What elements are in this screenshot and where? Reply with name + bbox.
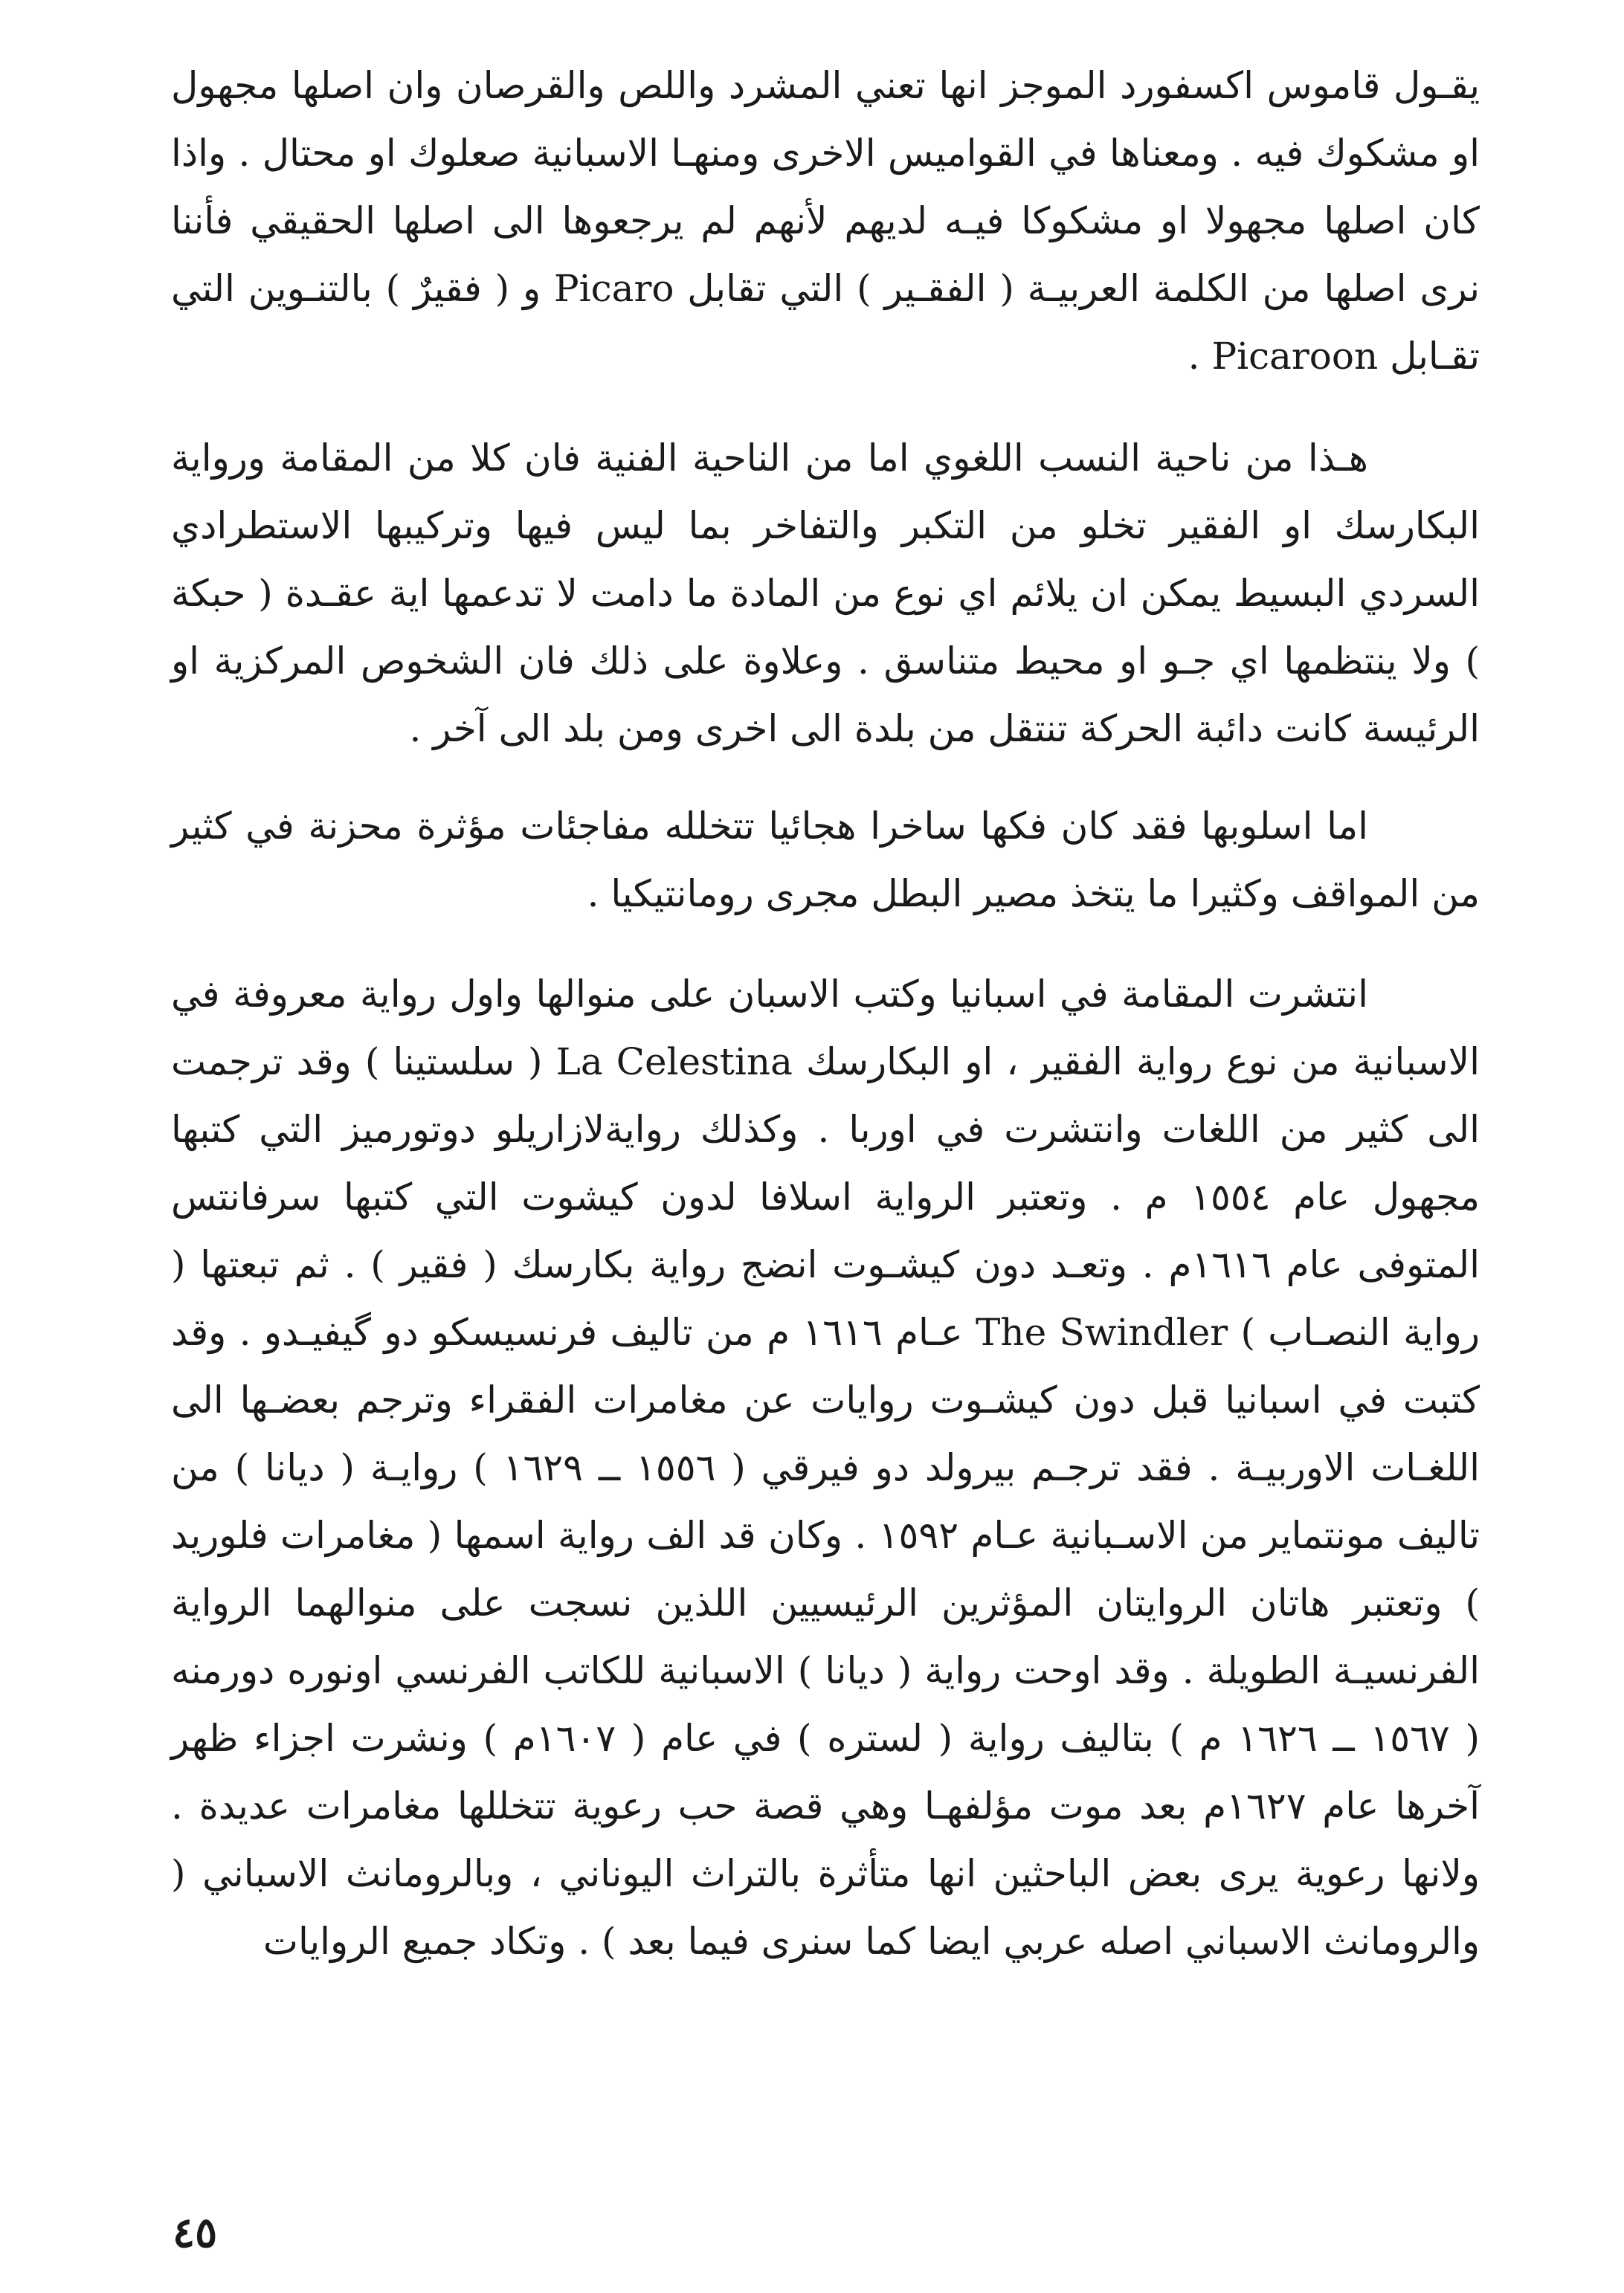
paragraph-4: انتشرت المقامة في اسبانيا وكتب الاسبان على منوالها واول رواية معروفة في الاسبانية من نوع رواية الفقير ، او البكارسك La Celestina ( سلستينا ) وقد ترجمت الى كثير من اللغات وانتشرت في اوربا . وكذلك روايةلازاريلو دوتورميز التي كتبها مجهول عام ١٥٥٤ م . وتعتبر الرواية اسلافا لدون كيشوت التي كتبها سرفانتس المتوفى عام ١٦١٦م . وتعـد دون كيشـوت انضج رواية بكارسك ( فقير ) . ثم تبعتها ( رواية النصـاب ) The Swindler عـام ١٦١٦ م من تاليف فرنسيسكو دو گيفيـدو . وقد كتبت في اسبانيا قبل دون كيشـوت روايات عن مغامرات الفقراء وترجم بعضـها الى اللغـات الاوربيـة . فقد ترجـم بيرولد دو فيرقي ( ١٥٥٦ ــ ١٦٢٩ ) روايـة ( ديانا ) من تاليف مونتماير من الاسـبانية عـام ١٥٩٢ . وكان قد الف رواية اسمها ( مغامرات فلوريد ) وتعتبر هاتان الروايتان المؤثرين الرئيسيين اللذين نسجت على منوالهما الرواية الفرنسيـة الطويلة . وقد اوحت رواية ( ديانا ) الاسبانية للكاتب الفرنسي اونوره دورمنه ( ١٥٦٧ ــ ١٦٢٦ م ) بتاليف رواية ( لستره ) في عام ( ١٦٠٧م ) ونشرت اجزاء ظهر آخرها عام ١٦٢٧م بعد موت مؤلفهـا وهي قصة حب رعوية تتخللها مغامرات عديدة . ولانها رعوية يرى بعض الباحثين انها متأثرة بالتراث اليوناني ، وبالرومانث الاسباني ( والرومانث الاسباني اصله عربي ايضا كما سنرى فيما بعد ) . وتكاد جميع الروايات bbox=[171, 973, 1480, 1963]
paragraph-3: اما اسلوبها فقد كان فكها ساخرا هجائيا تتخلله مفاجئات مؤثرة محزنة في كثير من المواقف وكثيرا ما يتخذ مصير البطل مجرى رومانتيكيا . bbox=[171, 804, 1480, 915]
paragraph-1: يقـول قاموس اكسفورد الموجز انها تعني المشرد واللص والقرصان وان اصلها مجهول او مشكوك فيه . ومعناها في القواميس الاخرى ومنهـا الاسبانية صعلوك او محتال . واذا كان اصلها مجهولا او مشكوكا فيـه لديهم لأنهم لم يرجعوها الى اصلها الحقيقي فأننا نرى اصلها من الكلمة العربيـة ( الفقـير ) التي تقابل Picaro و ( فقيرٌ ) بالتنـوين التي تقـابل Picaroon . bbox=[171, 64, 1480, 378]
page-number: ٤٥ bbox=[173, 2208, 218, 2257]
paragraph-2: هـذا من ناحية النسب اللغوي اما من الناحية الفنية فان كلا من المقامة ورواية البكارسك او الفقير تخلو من التكبر والتفاخر بما ليس فيها وتركيبها الاستطرادي السردي البسيط يمكن ان يلائم اي نوع من المادة ما دامت لا تدعمها اية عقـدة ( حبكة ) ولا ينتظمها اي جـو او محيط متناسق . وعلاوة على ذلك فان الشخوص المركزية او الرئيسة كانت دائبة الحركة تنتقل من بلدة الى اخرى ومن بلد الى آخر . bbox=[171, 436, 1480, 750]
document-page bbox=[171, 52, 1480, 1976]
